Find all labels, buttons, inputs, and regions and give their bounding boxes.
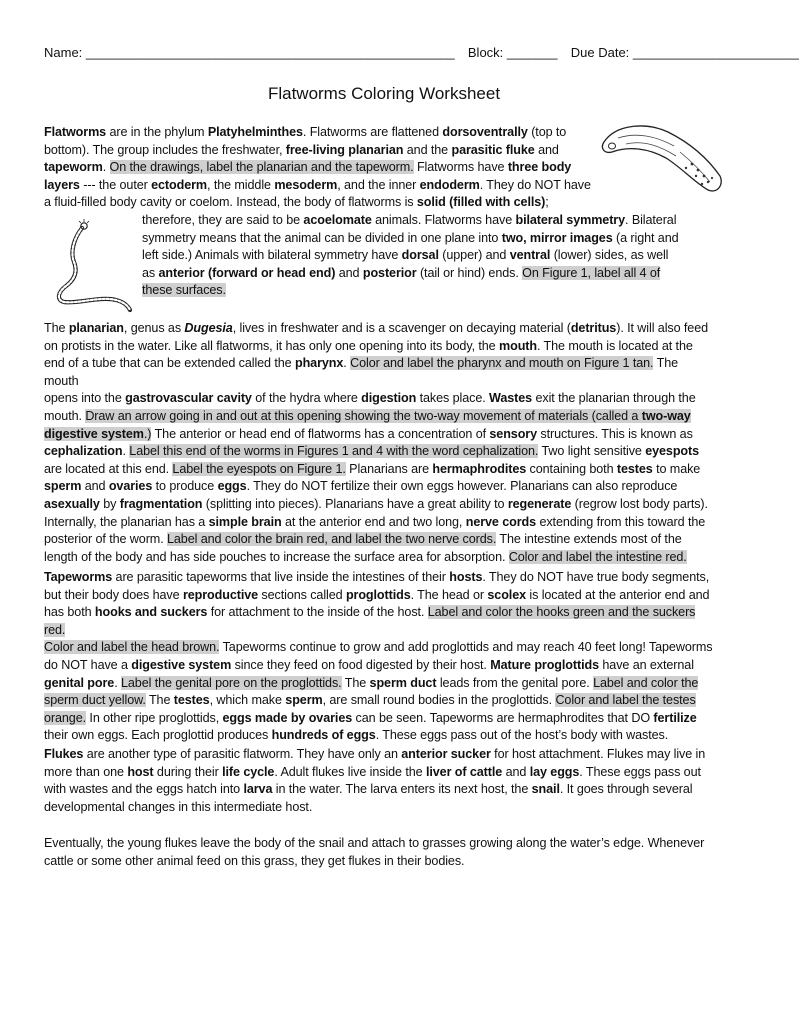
block-field[interactable]: Block: _______: [467, 45, 558, 60]
due-date-field[interactable]: Due Date: _______________________: [570, 45, 799, 60]
header-line: [44, 45, 799, 60]
flukes-text: Flukes are another type of parasitic flatworm. They have only an anterior sucker for host attachment. Flukes may live in more than one host during their life cycle. Adult flukes live inside the liver of cattle and lay eggs. These eggs pass out with wastes and the eggs hatch into larva in the water. The larva enters its next host, the snail. It goes through several developmental changes in this intermediate host.: [44, 747, 706, 814]
planarian-paragraph: [44, 320, 714, 566]
intro-text: Flatworms are in the phylum Platyhelminthes. Flatworms are flattened dorsoventrally (top to bottom). The group includes the freshwater, free-living planarian and the parasitic fluke and tapeworm. On the drawings, label the planarian and the tapeworm. Flatworms have three body layers --- the outer ectoderm, the middle mesoderm, and the inner endoderm. They do NOT have a fluid-filled body cavity or coelom. Instead, the body of flatworms is solid (filled with cells); therefore, they are said to be acoelomate animals. Flatworms have bilateral symmetry. Bilateral symmetry means that the animal can be divided in one plane into two, mirror images (a right and left side.) Animals with bilateral symmetry have dorsal (upper) and ventral (lower) sides, as well as anterior (forward or head end) and posterior (tail or hind) ends. On Figure 1, label all 4 of these surfaces.: [44, 125, 679, 298]
name-field[interactable]: Name: ___________________________________________________: [44, 45, 455, 60]
eventually-paragraph: [44, 835, 714, 870]
eventually-text: Eventually, the young flukes leave the body of the snail and attach to grasses growing along the water’s edge. Whenever cattle or some other animal feed on this grass, they get flukes in their bodies.: [44, 836, 705, 868]
intro-paragraph: [44, 124, 714, 300]
tapeworm-paragraph: [44, 569, 714, 745]
tapeworm-text: Tapeworms are parasitic tapeworms that live inside the intestines of their hosts. They do NOT have true body segments, but their body does have reproductive sections called proglottids. The head or scolex is located at the anterior end and has both hooks and suckers for attachment to the inside of the host. Label and color the hooks green and the suckers red. Color and label the head brown. Tapeworms continue to grow and add proglottids and may reach 40 feet long! Tapeworms do NOT have a digestive system since they feed on food digested by their host. Mature proglottids have an external genital pore. Label the genital pore on the proglottids. The sperm duct leads from the genital pore. Label and color the sperm duct yellow. The testes, which make sperm, are small round bodies in the proglottids. Color and label the testes orange. In other ripe proglottids, eggs made by ovaries can be seen. Tapeworms are hermaphrodites that DO fertilize their own eggs. Each proglottid produces hundreds of eggs. These eggs pass out of the host’s body with wastes.: [44, 570, 713, 743]
planarian-text: The planarian, genus as Dugesia, lives in freshwater and is a scavenger on decaying material (detritus). It will also feed on protists in the water. Like all flatworms, it has only one opening into its body, the mouth. The mouth is located at the end of a tube that can be extended called the pharynx. Color and label the pharynx and mouth on Figure 1 tan. The mouth opens into the gastrovascular cavity of the hydra where digestion takes place. Wastes exit the planarian through the mouth. Draw an arrow going in and out at this opening showing the two-way movement of materials (called a two-way digestive system.) The anterior or head end of flatworms has a concentration of sensory structures. This is known as cephalization. Label this end of the worms in Figures 1 and 4 with the word cephalization. Two light sensitive eyespots are located at this end. Label the eyespots on Figure 1. Planarians are hermaphrodites containing both testes to make sperm and ovaries to produce eggs. They do NOT fertilize their own eggs however. Planarians can also reproduce asexually by fragmentation (splitting into pieces). Planarians have a great ability to regenerate (regrow lost body parts). Internally, the planarian has a simple brain at the anterior end and two long, nerve cords extending from this toward the posterior of the worm. Label and color the brain red, and label the two nerve cords. The intestine extends most of the length of the body and has side pouches to increase the surface area for absorption. Color and label the intestine red.: [44, 321, 709, 564]
flukes-paragraph: [44, 746, 714, 816]
page-title: Flatworms Coloring Worksheet: [267, 84, 501, 103]
